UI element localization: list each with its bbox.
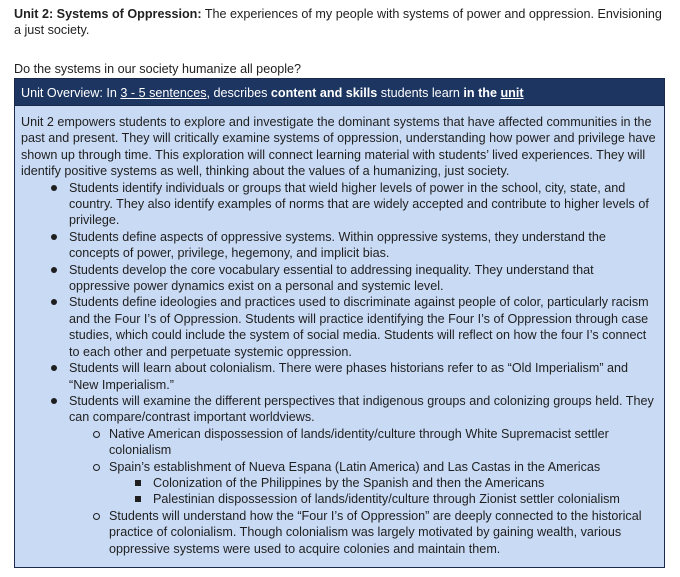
sub-sub-bullet-list	[109, 475, 656, 508]
unit-overview-body	[15, 106, 664, 557]
unit-title-bold: Unit 2: Systems of Oppression:	[14, 7, 202, 21]
sub-bullet-list	[69, 426, 656, 557]
header-sentences-link: 3 - 5 sentences	[120, 86, 207, 100]
list-item-with-sublist	[21, 393, 656, 557]
header-learn: students learn	[377, 86, 464, 100]
list-item: Students identify individuals or groups that wield higher levels of power in the school, city, state, and country. They also identify examples of norms that are widely accepted and contribute to higher levels of privilege.	[21, 180, 656, 229]
header-content-skills: content and skills	[270, 86, 378, 100]
unit-title-description: The experiences of my people with systems of power and oppression. Envisioning a just society.	[14, 7, 662, 38]
list-item: Students define aspects of oppressive systems. Within oppressive systems, they understand the concepts of power, privilege, hegemony, and implicit bias.	[21, 229, 656, 262]
unit-overview-table	[14, 78, 665, 568]
header-middle: , describes	[206, 86, 271, 100]
sub-sub-list-item: Palestinian dispossession of lands/identity/culture through Zionist settler colonialism	[109, 491, 656, 507]
essential-question: Do the systems in our society humanize all people?	[14, 62, 302, 76]
sub-sub-list-item: Colonization of the Philippines by the Spanish and then the Americans	[109, 475, 656, 491]
list-item: Students define ideologies and practices used to discriminate against people of color, particularly racism and the Four I’s of Oppression. Students will practice identifying the Four I’s of Oppression through case studies, which could include the system of social media. Students will reflect on how the four I’s connect to each other and perpetuate systemic oppression.	[21, 294, 656, 360]
header-prefix: Unit Overview: In	[21, 86, 121, 100]
sub-list-item-with-sublist	[69, 459, 656, 508]
header-unit: unit	[500, 86, 524, 100]
list-item-text: Students will examine the different perspectives that indigenous groups and colonizing groups held. They can compare/contrast important worldviews.	[69, 393, 654, 425]
unit-title	[14, 6, 664, 39]
sub-list-item: Students will understand how the “Four I’s of Oppression” are deeply connected to the historical practice of colonialism. Though colonialism was largely motivated by gaining wealth, various oppressive systems were used to acquire colonies and maintain them.	[69, 508, 656, 557]
overview-paragraph: Unit 2 empowers students to explore and investigate the dominant systems that have affected communities in the past and present. They will critically examine systems of oppression, understanding how power and privilege have shown up through time. This exploration will connect learning material with students’ lived experiences. They will identify positive systems as well, thinking about the values of a humanizing, just society.	[21, 115, 656, 179]
sub-list-item: Native American dispossession of lands/identity/culture through White Supremacist settler colonialism	[69, 426, 656, 459]
sub-list-item-text: Spain’s establishment of Nueva Espana (Latin America) and Las Castas in the Americas	[109, 459, 601, 474]
list-item: Students develop the core vocabulary essential to addressing inequality. They understand that oppressive power dynamics exist on a personal and systemic level.	[21, 262, 656, 295]
list-item: Students will learn about colonialism. There were phases historians refer to as “Old Imperialism” and “New Imperialism.”	[21, 360, 656, 393]
header-in-the: in the	[463, 86, 501, 100]
unit-overview-header	[15, 79, 664, 106]
bullet-list	[21, 180, 656, 557]
